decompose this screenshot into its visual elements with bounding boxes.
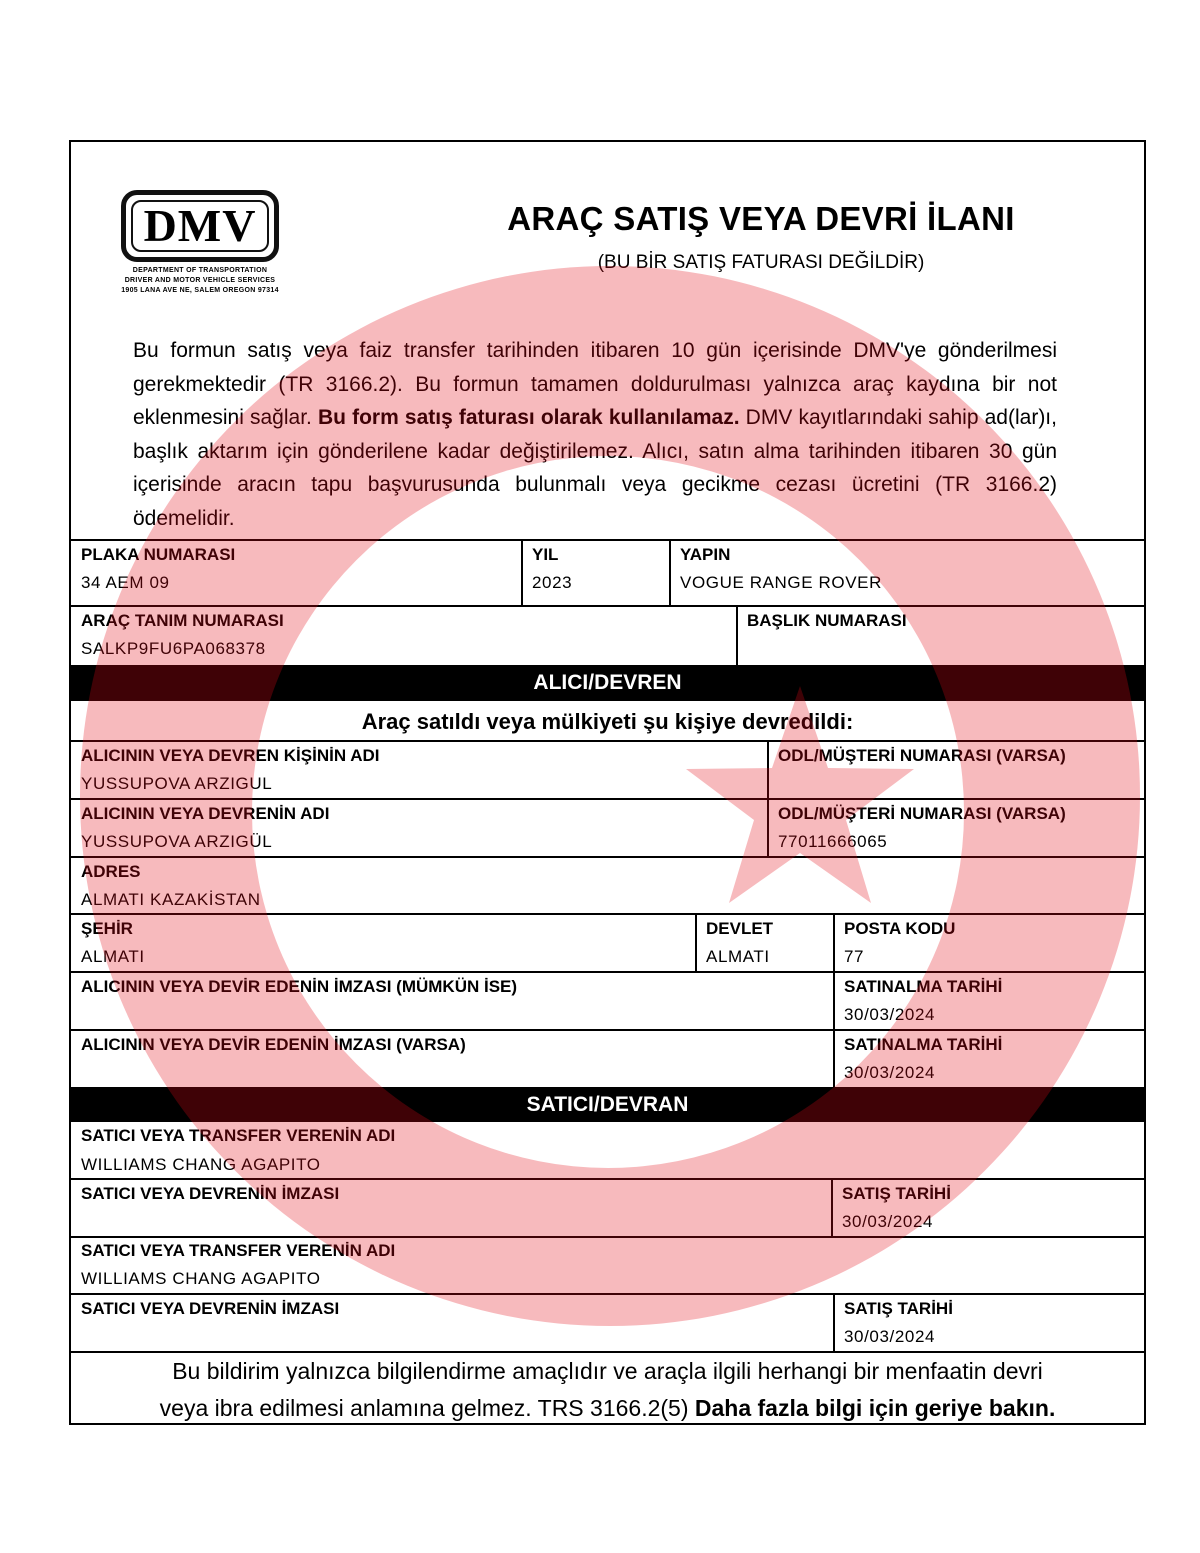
plate-label: PLAKA NUMARASI [81,545,236,564]
seller-name1-value[interactable]: WILLIAMS CHANG AGAPITO [81,1155,321,1174]
notice-paragraph: Bu formun satış veya faiz transfer tarihinden itibaren 10 gün içerisinde DMV'ye gönderilmesi gerekmektedir (TR 3166.2). Bu formun tamamen doldurulması yalnızca araç kaydına bir not eklenmesini sağlar. Bu form satış faturası olarak kullanılamaz. DMV kayıtlarındaki sahip ad(lar)ı, başlık aktarım için gönderilene kadar değiştirilemez. Alıcı, satın alma tarihinden itibaren 30 gün içerisinde aracın tapu başvurusunda bulunmalı veya gecikme cezası ücretini (TR 3166.2) ödemelidir. [133,339,1057,530]
seller-signature2-label: SATICI VEYA DEVRENİN İMZASI [81,1299,340,1318]
make-value[interactable]: VOGUE RANGE ROVER [680,573,882,592]
seller-name1-label: SATICI VEYA TRANSFER VERENİN ADI [81,1126,396,1145]
dmv-logo-caption: DEPARTMENT OF TRANSPORTATION DRIVER AND MOTOR VEHICLE SERVICES 1905 LANA AVE NE, SALEM OREGON 97314 [121,267,279,294]
city-label: ŞEHİR [81,919,133,938]
city-value[interactable]: ALMATI [81,947,145,966]
buyer-section-header: ALICI/DEVREN [71,665,1144,701]
address-value[interactable]: ALMATI KAZAKİSTAN [81,890,261,909]
buyer-name1-label: ALICININ VEYA DEVREN KİŞİNİN ADI [81,746,380,765]
vin-value[interactable]: SALKP9FU6PA068378 [81,639,266,658]
footer-note: Bu bildirim yalnızca bilgilendirme amaçlıdır ve araçla ilgili herhangi bir menfaatin devri veya ibra edilmesi anlamına gelmez. TRS 3166.2(5) Daha fazla bilgi için geriye bakın. [159,1358,1056,1421]
page-title: ARAÇ SATIŞ VEYA DEVRİ İLANI [507,200,1015,237]
sale-date2-value[interactable]: 30/03/2024 [844,1327,936,1346]
zip-label: POSTA KODU [844,919,956,938]
buyer-name1-value[interactable]: YUSSUPOVA ARZIGUL [81,774,273,793]
purchase-date1-label: SATINALMA TARİHİ [844,977,1003,996]
buyer-odl2-value[interactable]: 77011666065 [778,832,888,851]
buyer-signature1-label: ALICININ VEYA DEVİR EDENİN İMZASI (MÜMKÜN İSE) [81,977,518,996]
sale-date1-value[interactable]: 30/03/2024 [842,1212,934,1231]
purchase-date1-value[interactable]: 30/03/2024 [844,1005,936,1024]
buyer-name2-value[interactable]: YUSSUPOVA ARZIGÜL [81,832,273,851]
state-label: DEVLET [706,919,774,938]
sale-date2-label: SATIŞ TARİHİ [844,1299,953,1318]
seller-name2-label: SATICI VEYA TRANSFER VERENİN ADI [81,1241,396,1260]
year-label: YIL [532,545,559,564]
sale-date1-label: SATIŞ TARİHİ [842,1184,951,1203]
title-number-label: BAŞLIK NUMARASI [747,611,907,630]
buyer-name2-label: ALICININ VEYA DEVRENİN ADI [81,804,330,823]
seller-name2-value[interactable]: WILLIAMS CHANG AGAPITO [81,1269,321,1288]
address-label: ADRES [81,862,141,881]
buyer-odl2-label: ODL/MÜŞTERİ NUMARASI (VARSA) [778,804,1066,823]
purchase-date2-value[interactable]: 30/03/2024 [844,1063,936,1082]
buyer-intro: Araç satıldı veya mülkiyeti şu kişiye devredildi: [361,709,854,734]
year-value[interactable]: 2023 [532,573,573,592]
state-value[interactable]: ALMATI [706,947,770,966]
plate-value[interactable]: 34 AEM 09 [81,573,170,592]
make-label: YAPIN [680,545,731,564]
page-subtitle: (BU BİR SATIŞ FATURASI DEĞİLDİR) [597,252,925,273]
seller-section-header: SATICI/DEVRAN [71,1087,1144,1122]
dmv-logo-badge [121,190,279,262]
purchase-date2-label: SATINALMA TARİHİ [844,1035,1003,1054]
dmv-logo-text: DMV [143,200,257,251]
seller-signature1-label: SATICI VEYA DEVRENİN İMZASI [81,1184,340,1203]
vin-label: ARAÇ TANIM NUMARASI [81,611,284,630]
vehicle-transfer-form [69,140,1146,1425]
buyer-signature2-label: ALICININ VEYA DEVİR EDENİN İMZASI (VARSA) [81,1035,466,1054]
zip-value[interactable]: 77 [844,947,865,966]
buyer-odl1-label: ODL/MÜŞTERİ NUMARASI (VARSA) [778,746,1066,765]
